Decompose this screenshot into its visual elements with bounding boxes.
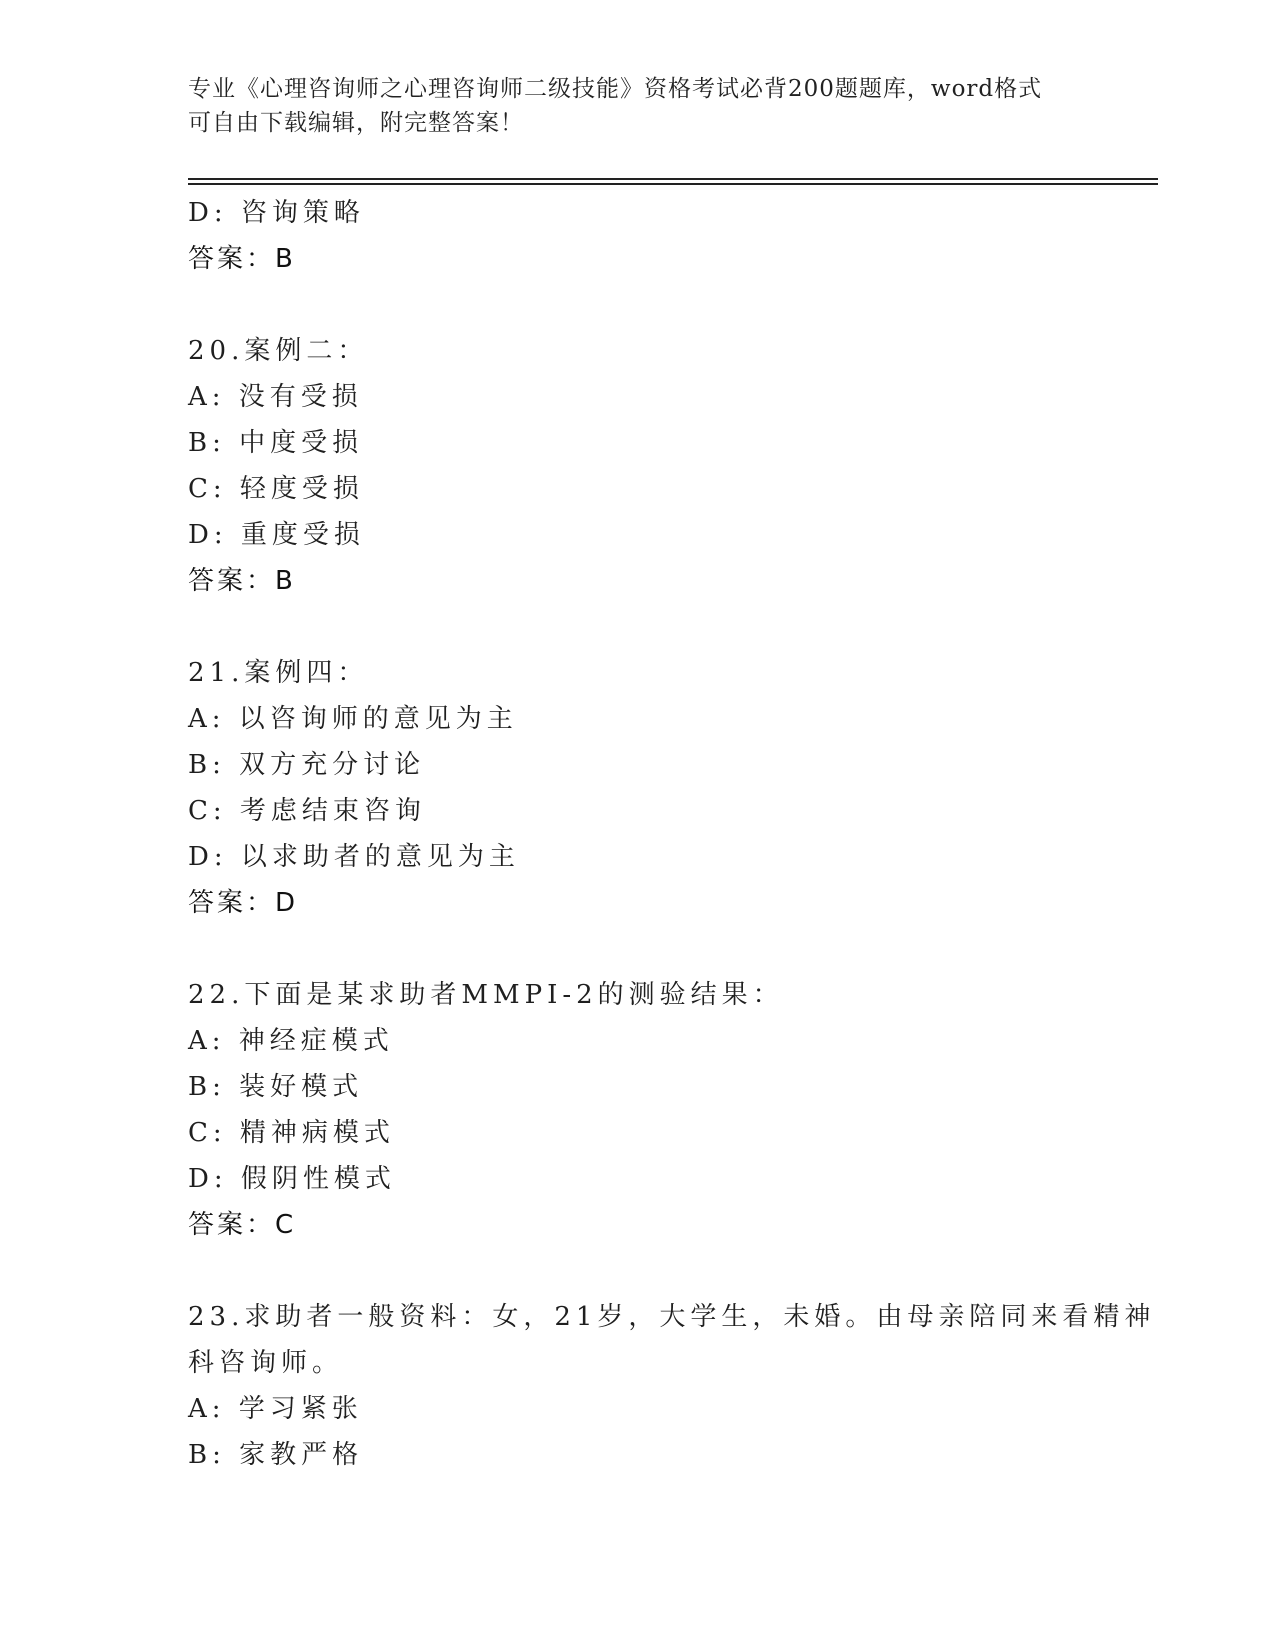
spacer <box>188 282 1128 328</box>
option-line: A: 学习紧张 <box>188 1394 363 1424</box>
document-header <box>188 72 1088 140</box>
option-line: C: 精神病模式 <box>188 1118 395 1148</box>
question-text: 20.案例二： <box>188 336 369 366</box>
answer-line: 答案：D <box>188 888 299 918</box>
spacer <box>188 604 1128 650</box>
spacer <box>188 926 1128 972</box>
spacer <box>188 1248 1128 1294</box>
option-line: A: 没有受损 <box>188 382 363 412</box>
option-line: B: 装好模式 <box>188 1072 364 1102</box>
header-line-1: 专业《心理咨询师之心理咨询师二级技能》资格考试必背200题题库，word格式 <box>188 76 1043 102</box>
header-line-2: 可自由下载编辑，附完整答案！ <box>188 110 524 136</box>
answer-line: 答案：B <box>188 566 296 596</box>
option-line: B: 中度受损 <box>188 428 364 458</box>
option-line: A: 以咨询师的意见为主 <box>188 704 518 734</box>
question-text: 22.下面是某求助者MMPI-2的测验结果： <box>188 980 784 1010</box>
option-line: D: 重度受损 <box>188 520 365 550</box>
question-text: 科咨询师。 <box>188 1348 344 1378</box>
option-line: D: 假阴性模式 <box>188 1164 396 1194</box>
question-text: 21.案例四： <box>188 658 369 688</box>
option-line: D: 咨询策略 <box>188 198 365 228</box>
question-text: 23.求助者一般资料：女，21岁，大学生，未婚。由母亲陪同来看精神 <box>188 1302 1156 1332</box>
header-divider-bottom <box>188 183 1158 185</box>
option-line: B: 双方充分讨论 <box>188 750 426 780</box>
header-divider-top <box>188 178 1158 180</box>
option-line: B: 家教严格 <box>188 1440 364 1470</box>
answer-line: 答案：C <box>188 1210 297 1240</box>
option-line: D: 以求助者的意见为主 <box>188 842 520 872</box>
option-line: C: 轻度受损 <box>188 474 364 504</box>
option-line: C: 考虑结束咨询 <box>188 796 426 826</box>
answer-line: 答案：B <box>188 244 296 274</box>
question-list <box>188 190 1156 1478</box>
option-line: A: 神经症模式 <box>188 1026 394 1056</box>
